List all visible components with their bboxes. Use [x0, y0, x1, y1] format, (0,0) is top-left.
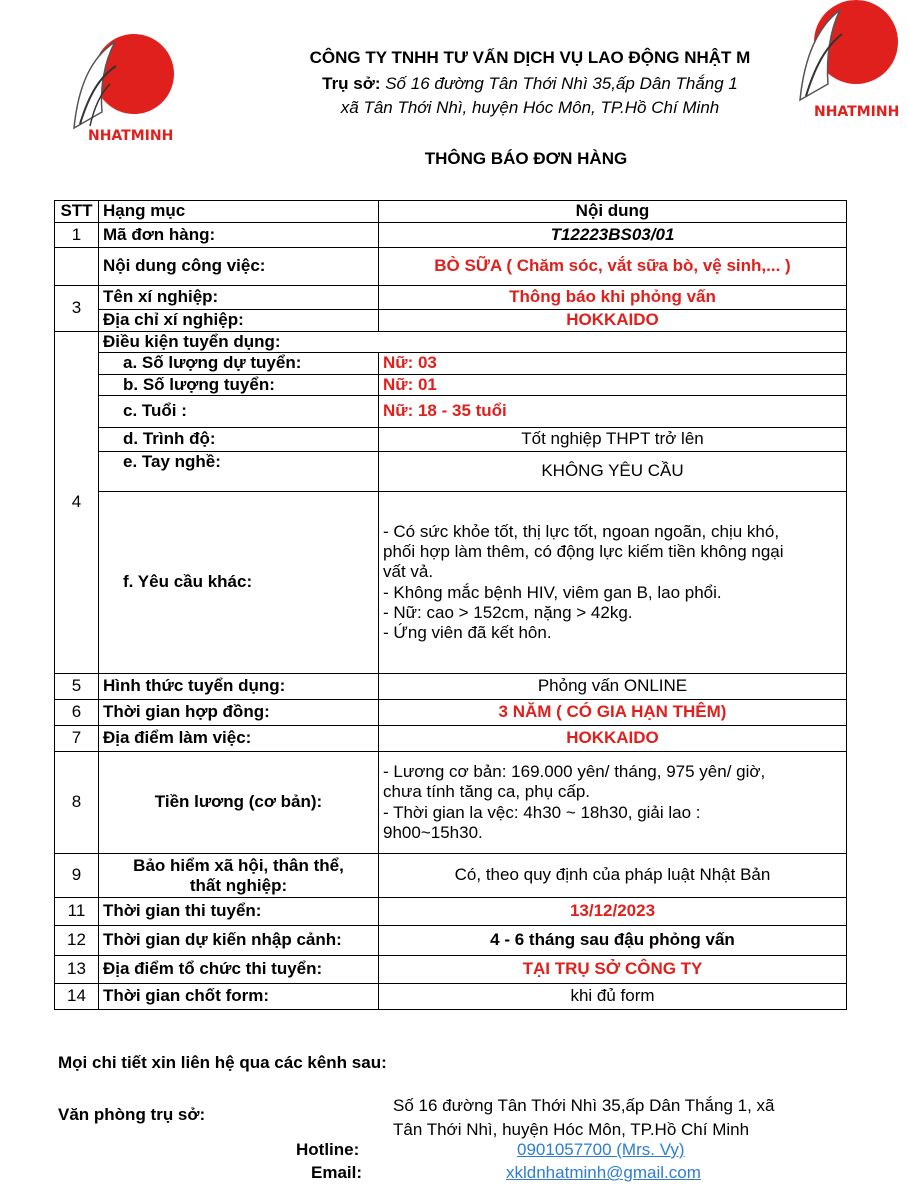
requirement-line: - Ứng viên đã kết hôn. — [383, 623, 552, 643]
sub-category: f. Yêu cầu khác: — [99, 492, 379, 674]
form-deadline: khi đủ form — [379, 984, 847, 1010]
row-stt: 1 — [55, 223, 99, 248]
table-row — [55, 396, 847, 428]
row-stt: 6 — [55, 700, 99, 726]
sub-category: e. Tay nghề: — [99, 452, 379, 492]
sub-category: c. Tuổi : — [99, 396, 379, 428]
page-title: THÔNG BÁO ĐƠN HÀNG — [424, 149, 628, 168]
insurance-value: Có, theo quy định của pháp luật Nhật Bản — [379, 854, 847, 898]
row-category: Địa điểm làm việc: — [99, 726, 379, 752]
office-address-line: Tân Thới Nhì, huyện Hóc Môn, TP.Hồ Chí Minh — [393, 1120, 750, 1139]
exam-location: TẠI TRỤ SỞ CÔNG TY — [379, 956, 847, 984]
row-stt: 3 — [55, 286, 99, 332]
logo-text: NHATMINH — [814, 104, 900, 120]
table-row — [55, 984, 847, 1010]
table-row — [55, 452, 847, 492]
row-category: Tên xí nghiệp: — [99, 286, 379, 310]
other-requirements — [379, 492, 847, 674]
company-address-line2: xã Tân Thới Nhì, huyện Hóc Môn, TP.Hồ Chí Minh — [340, 98, 720, 117]
row-category: Địa chỉ xí nghiệp: — [99, 310, 379, 332]
sub-category: b. Số lượng tuyển: — [99, 374, 379, 395]
entry-time: 4 - 6 tháng sau đậu phỏng vấn — [379, 926, 847, 956]
table-row — [55, 310, 847, 332]
contact-title: Mọi chi tiết xin liên hệ qua các kênh sau: — [58, 1053, 387, 1072]
email-label: Email: — [311, 1163, 363, 1182]
requirement-line: - Không mắc bệnh HIV, viêm gan B, lao phổi. — [383, 582, 722, 602]
office-label: Văn phòng trụ sở: — [58, 1105, 206, 1124]
row-category: Hình thức tuyển dụng: — [99, 674, 379, 700]
requirement-line: - Có sức khỏe tốt, thị lực tốt, ngoan ngoãn, chịu khó, — [383, 521, 780, 541]
table-row — [55, 726, 847, 752]
table-row — [55, 332, 847, 353]
table-row — [55, 674, 847, 700]
hire-count: Nữ: 01 — [379, 374, 847, 395]
row-category: Mã đơn hàng: — [99, 223, 379, 248]
row-stt: 5 — [55, 674, 99, 700]
order-table — [54, 200, 847, 1010]
row-category: Tiền lương (cơ bản): — [99, 752, 379, 854]
sub-category: a. Số lượng dự tuyển: — [99, 353, 379, 374]
company-address-line1 — [250, 74, 810, 94]
requirement-line: phối hợp làm thêm, có động lực kiếm tiền không ngại — [383, 541, 784, 561]
salary-line: chưa tính tăng ca, phụ cấp. — [383, 782, 591, 802]
sub-category: d. Trình độ: — [99, 428, 379, 452]
table-row — [55, 492, 847, 674]
row-stt: 9 — [55, 854, 99, 898]
row-stt — [55, 248, 99, 286]
header-content: Nội dung — [379, 201, 847, 223]
table-row — [55, 353, 847, 374]
row-category: Điều kiện tuyển dụng: — [99, 332, 847, 353]
office-address — [393, 1094, 853, 1142]
education-value: Tốt nghiệp THPT trở lên — [379, 428, 847, 452]
header-category: Hạng mục — [99, 201, 379, 223]
recruitment-form: Phỏng vấn ONLINE — [379, 674, 847, 700]
hotline-label: Hotline: — [296, 1140, 360, 1159]
row-category: Nội dung công việc: — [99, 248, 379, 286]
salary-line: - Lương cơ bản: 169.000 yên/ tháng, 975 yên/ giờ, — [383, 761, 766, 781]
table-row — [55, 248, 847, 286]
work-location: HOKKAIDO — [379, 726, 847, 752]
age-value: Nữ: 18 - 35 tuổi — [379, 396, 847, 428]
email-link[interactable]: xkldnhatminh@gmail.com — [506, 1163, 701, 1182]
category-line: Bảo hiểm xã hội, thân thể, — [133, 856, 344, 876]
row-category: Thời gian chốt form: — [99, 984, 379, 1010]
office-address-line: Số 16 đường Tân Thới Nhì 35,ấp Dân Thắng 1, xã — [393, 1096, 775, 1115]
category-line: thất nghiệp: — [189, 875, 288, 895]
salary-line: 9h00~15h30. — [383, 823, 483, 843]
table-row — [55, 854, 847, 898]
table-row — [55, 926, 847, 956]
salary-details — [379, 752, 847, 854]
table-row — [55, 752, 847, 854]
table-row — [55, 956, 847, 984]
company-logo-left — [60, 28, 180, 148]
row-category: Địa điểm tổ chức thi tuyển: — [99, 956, 379, 984]
row-stt: 12 — [55, 926, 99, 956]
row-category: Thời gian dự kiến nhập cảnh: — [99, 926, 379, 956]
row-stt: 13 — [55, 956, 99, 984]
skill-value: KHÔNG YÊU CẦU — [379, 452, 847, 492]
table-row — [55, 428, 847, 452]
table-row — [55, 223, 847, 248]
company-name: CÔNG TY TNHH TƯ VẤN DỊCH VỤ LAO ĐỘNG NHẬT M — [309, 48, 751, 67]
table-header-row — [55, 201, 847, 223]
contract-duration: 3 NĂM ( CÓ GIA HẠN THÊM) — [379, 700, 847, 726]
table-row — [55, 374, 847, 395]
row-category: Thời gian thi tuyển: — [99, 898, 379, 926]
logo-text: NHATMINH — [88, 128, 174, 144]
row-stt: 14 — [55, 984, 99, 1010]
row-stt: 4 — [55, 332, 99, 674]
requirement-line: vất vả. — [383, 562, 434, 582]
exam-date: 13/12/2023 — [379, 898, 847, 926]
job-description: BÒ SỮA ( Chăm sóc, vắt sữa bò, vệ sinh,... ) — [379, 248, 847, 286]
row-category: Thời gian hợp đồng: — [99, 700, 379, 726]
header-stt: STT — [55, 201, 99, 223]
candidates-count: Nữ: 03 — [379, 353, 847, 374]
row-stt: 7 — [55, 726, 99, 752]
address-text: Số 16 đường Tân Thới Nhì 35,ấp Dân Thắng 1 — [380, 74, 738, 93]
table-row — [55, 286, 847, 310]
row-stt: 11 — [55, 898, 99, 926]
order-code: T12223BS03/01 — [379, 223, 847, 248]
row-category — [99, 854, 379, 898]
requirement-line: - Nữ: cao > 152cm, nặng > 42kg. — [383, 603, 633, 623]
salary-line: - Thời gian la vệc: 4h30 ~ 18h30, giải lao : — [383, 802, 701, 822]
hotline-link[interactable]: 0901057700 (Mrs. Vy) — [517, 1140, 685, 1159]
table-row — [55, 898, 847, 926]
company-address-value: HOKKAIDO — [379, 310, 847, 332]
company-name-value: Thông báo khi phỏng vấn — [379, 286, 847, 310]
table-row — [55, 700, 847, 726]
row-stt: 8 — [55, 752, 99, 854]
address-label: Trụ sở: — [322, 74, 381, 93]
